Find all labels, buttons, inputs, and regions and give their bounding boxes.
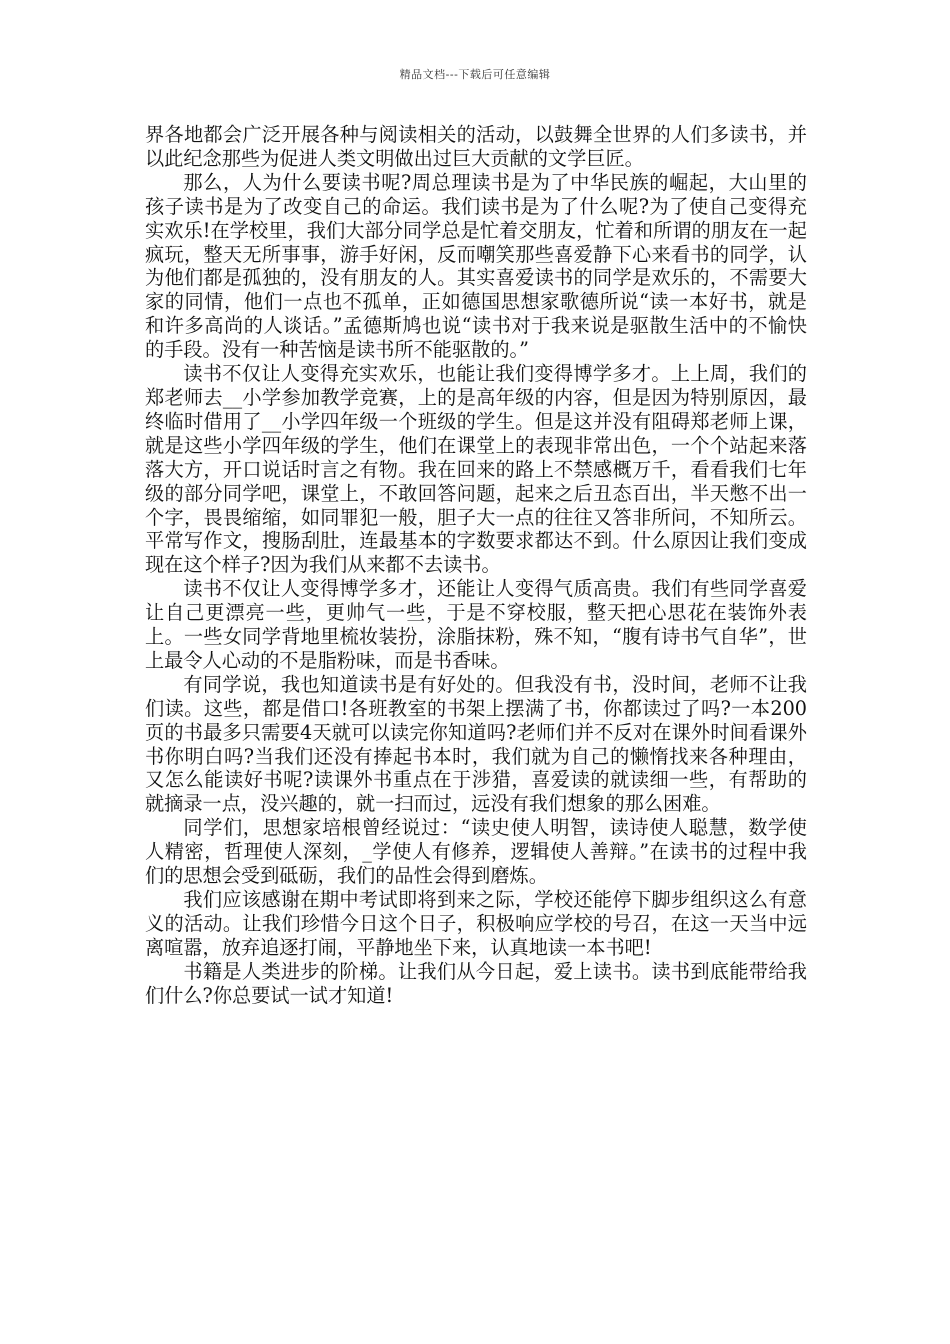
paragraph-2: 那么，人为什么要读书呢?周总理读书是为了中华民族的崛起，大山里的孩子读书是为了改变自己的命运。我们读书是为了什么呢?为了使自己变得充实欢乐!在学校里，我们大部分同学总是忙着交朋友，忙着和所谓的朋友在一起疯玩，整天无所事事，游手好闲，反而嘲笑那些喜爱静下心来看书的同学，认为他们都是孤独的，没有朋友的人。其实喜爱读书的同学是欢乐的，不需要大家的同情，他们一点也不孤单，正如德国思想家歌德所说“读一本好书，就是和许多高尚的人谈话。”孟德斯鸠也说“读书对于我来说是驱散生活中的不愉快的手段。没有一种苦恼是读书所不能驱散的。” [145,170,807,362]
paragraph-5: 有同学说，我也知道读书是有好处的。但我没有书，没时间，老师不让我们读。这些，都是借口!各班教室的书架上摆满了书，你都读过了吗?一本200页的书最多只需要4天就可以读完你知道吗?老师们并不反对在课外时间看课外书你明白吗?当我们还没有捧起书本时，我们就为自己的懒惰找来各种理由，又怎么能读好书呢?读课外书重点在于涉猎，喜爱读的就读细一些，有帮助的就摘录一点，没兴趣的，就一扫而过，远没有我们想象的那么困难。 [145,672,807,816]
paragraph-8: 书籍是人类进步的阶梯。让我们从今日起，爱上读书。读书到底能带给我们什么?你总要试一试才知道! [145,959,807,1007]
paragraph-3: 读书不仅让人变得充实欢乐，也能让我们变得博学多才。上上周，我们的郑老师去__小学参加教学竞赛，上的是高年级的内容，但是因为特别原因，最终临时借用了__小学四年级一个班级的学生。但是这并没有阻碍郑老师上课，就是这些小学四年级的学生，他们在课堂上的表现非常出色，一个个站起来落落大方，开口说话时言之有物。我在回来的路上不禁感概万千，看看我们七年级的部分同学吧，课堂上，不敢回答问题，起来之后丑态百出，半天憋不出一个字，畏畏缩缩，如同罪犯一般，胆子大一点的往往又答非所问，不知所云。平常写作文，搜肠刮肚，连最基本的字数要求都达不到。什么原因让我们变成现在这个样子?因为我们从来都不去读书。 [145,362,807,577]
paragraph-7: 我们应该感谢在期中考试即将到来之际，学校还能停下脚步组织这么有意义的活动。让我们珍惜今日这个日子，积极响应学校的号召，在这一天当中远离喧嚣，放弃追逐打闹，平静地坐下来，认真地读一本书吧! [145,888,807,959]
paragraph-4: 读书不仅让人变得博学多才，还能让人变得气质高贵。我们有些同学喜爱让自己更漂亮一些，更帅气一些，于是不穿校服，整天把心思花在装饰外表上。一些女同学背地里梳妆装扮，涂脂抹粉，殊不知，“腹有诗书气自华”，世上最令人心动的不是脂粉味，而是书香味。 [145,577,807,672]
document-body [145,123,807,1008]
paragraph-6: 同学们，思想家培根曾经说过：“读史使人明智，读诗使人聪慧，数学使人精密，哲理使人深刻，_学使人有修养，逻辑使人善辩。”在读书的过程中我们的思想会受到砥砺，我们的品性会得到磨炼。 [145,816,807,888]
paragraph-1: 界各地都会广泛开展各种与阅读相关的活动，以鼓舞全世界的人们多读书，并以此纪念那些为促进人类文明做出过巨大贡献的文学巨匠。 [145,123,807,170]
page-header: 精品文档---下载后可任意编辑 [399,68,551,81]
